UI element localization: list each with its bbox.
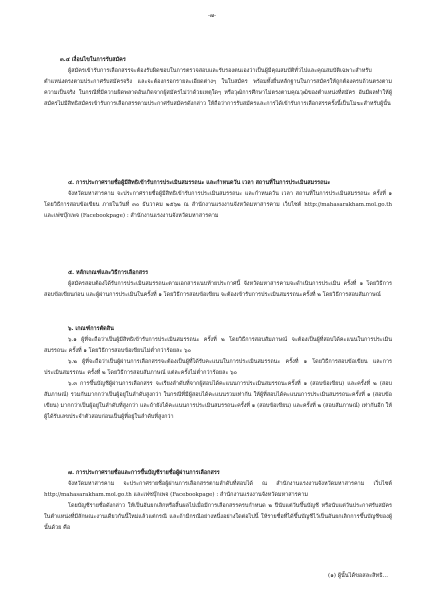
section-heading: ๓.๔ เงื่อนไขในการรับสมัคร [60,57,126,63]
section-paragraph: ๖.๑ ผู้ที่จะถือว่าเป็นผู้มีสิทธิเข้ารับการประเมินสมรรถนะ ครั้งที่ ๒ โดยวิธีการสอบสัมภาษณ์ จะต้องเป็นผู้ที่สอบได้คะแนนในการประเมินสมรรถนะ ครั้งที่ ๑ โดยวิธีการสอบข้อเขียนไม่ต่ำกว่าร้อยละ ๖๐ [44,337,392,354]
section-judging [44,324,392,423]
section-conditions [44,55,392,110]
continuation-text: (๑) ผู้นั้นได้ขอสละสิทธิ... [328,573,388,579]
page-number: -๗- [208,13,216,19]
section-paragraph: ๖.๓ การขึ้นบัญชีผู้ผ่านการเลือกสรร จะเรียงลำดับที่จากผู้สอบได้คะแนนการประเมินสมรรถนะครั้งที่ ๑ (สอบข้อเขียน) และครั้งที่ ๒ (สอบสัมภาษณ์) รวมกันมากกว่าเป็นผู้อยู่ในลำดับสูงกว่า ในกรณีที่มีผู้สอบได้คะแนนรวมเท่ากัน ให้ผู้ที่สอบได้คะแนนการประเมินสมรรถนะครั้งที่ ๑ (สอบข้อเขียน) มากกว่าเป็นผู้อยู่ในลำดับที่สูงกว่า และถ้ายังได้คะแนนการประเมินสมรรถนะครั้งที่ ๑ (สอบข้อเขียน) และครั้งที่ ๒ (สอบสัมภาษณ์) เท่ากันอีก ให้ผู้ได้รับเลขประจำตัวสอบก่อนเป็นผู้ที่อยู่ในลำดับที่สูงกว่า [44,381,392,420]
section-heading: ๕. หลักเกณฑ์และวิธีการเลือกสรร [68,270,149,276]
section-paragraph: โดยบัญชีรายชื่อดังกล่าว ให้เป็นอันยกเลิกหรือสิ้นผลไปเมื่อมีการเลือกสรรครบกำหนด ๒ ปีนับแต่วันขึ้นบัญชี หรือนับแต่วันประกาศรับสมัครในตำแหน่งที่มีลักษณะงานเดียวกันนี้ใหม่แล้วแต่กรณี และถ้ามีกรณีอย่างหนึ่งอย่างใดต่อไปนี้ ให้รายชื่อที่ได้ขึ้นบัญชีไว้เป็นอันยกเลิกการขึ้นบัญชีของผู้นั้นด้วย คือ [44,503,392,531]
section-paragraph: จังหวัดมหาสารคาม จะประกาศรายชื่อผู้มีสิทธิเข้ารับการประเมินสมรรถนะ และกำหนดวัน เวลา สถานที่ในการประเมินสมรรถนะ ครั้งที่ ๑ โดยวิธีการสอบข้อเขียน ภายในวันที่ ๓๐ ธันวาคม ๒๕๖๒ ณ สำนักงานแรงงานจังหวัดมหาสารคาม เว็บไซต์ http://mahasarakham.mol.go.th และเฟซบุ๊กเพจ (Facebookpage) : สำนักงานแรงงานจังหวัดมหาสารคาม [44,191,392,219]
section-listing [44,468,392,534]
section-paragraph: ผู้สมัครสอบต้องได้รับการประเมินสมรรถนะตามเอกสารแนบท้ายประกาศนี้ จังหวัดมหาสารคามจะดำเนินการประเมิน ครั้งที่ ๑ โดยวิธีการสอบข้อเขียนก่อน และผู้ผ่านการประเมินในครั้งที่ ๑ โดยวิธีการสอบข้อเขียน จะต้องเข้ารับการประเมินสมรรถนะครั้งที่ ๒ โดยวิธีการสอบสัมภาษณ์ [44,281,392,298]
section-paragraph: ผู้สมัครเข้ารับการเลือกสรรจะต้องรับผิดชอบในการตรวจสอบและรับรองตนเองว่าเป็นผู้มีคุณสมบัติทั่วไปและคุณสมบัติเฉพาะสำหรับตำแหน่งตรงตามประกาศรับสมัครจริง และจะต้องกรอกรายละเอียดต่างๆ ในใบสมัคร พร้อมทั้งยื่นหลักฐานในการสมัครให้ถูกต้องครบถ้วนตรงตามความเป็นจริง ในกรณีที่มีความผิดพลาดอันเกิดจากผู้สมัครไม่ว่าด้วยเหตุใดๆ หรือวุฒิการศึกษาไม่ตรงตามคุณวุฒิของตำแหน่งที่สมัคร อันมีผลทำให้ผู้สมัครไม่มีสิทธิสมัครเข้ารับการเลือกสรรตามประกาศรับสมัครดังกล่าว ให้ถือว่าการรับสมัครและการได้เข้ารับการเลือกสรรครั้งนี้เป็นโมฆะสำหรับผู้นั้น [44,68,392,107]
section-criteria [44,268,392,301]
section-heading: ๗. การประกาศรายชื่อและการขึ้นบัญชีรายชื่อผู้ผ่านการเลือกสรร [68,470,220,476]
section-announcement [44,178,392,222]
section-heading: ๔. การประกาศรายชื่อผู้มีสิทธิเข้ารับการประเมินสมรรถนะ และกำหนดวัน เวลา สถานที่ในการประเมินสมรรถนะ [68,180,331,186]
section-paragraph: ๖.๒ ผู้ที่จะถือว่าเป็นผู้ผ่านการเลือกสรรจะต้องเป็นผู้ที่ได้รับคะแนนในการประเมินสมรรถนะ ครั้งที่ ๑ โดยวิธีการสอบข้อเขียน และการประเมินสมรรถนะ ครั้งที่ ๒ โดยวิธีการสอบสัมภาษณ์ แต่ละครั้งไม่ต่ำกว่าร้อยละ ๖๐ [44,359,392,376]
section-heading: ๖. เกณฑ์การตัดสิน [68,326,114,332]
section-paragraph: จังหวัดมหาสารคาม จะประกาศรายชื่อผู้ผ่านการเลือกสรรตามลำดับที่สอบได้ ณ สำนักงานแรงงานจังหวัดมหาสารคาม เว็บไซต์ http://mahasarakham.mol.go.th และเฟซบุ๊กเพจ (Facebookpage) : สำนักงานแรงงานจังหวัดมหาสารคาม [44,481,392,498]
